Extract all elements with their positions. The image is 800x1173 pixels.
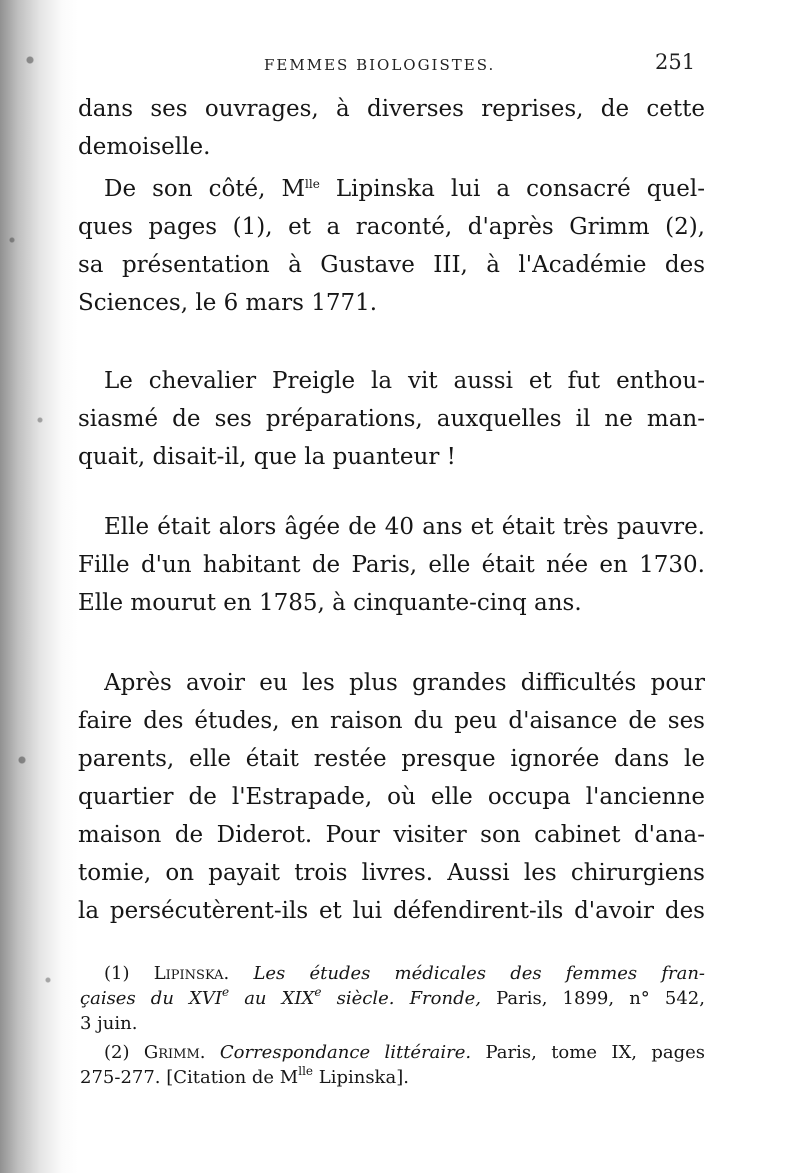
text-line-17: maison de Diderot. Pour visiter son cabinet d'ana- (78, 822, 705, 848)
footnote-2-line-2: 275-277. [Citation de $M^{lle}$ Lipinska]. (80, 1066, 409, 1088)
text-line-16: quartier de l'Estrapade, où elle occupa l'ancienne (78, 784, 705, 810)
footnote-1-line-1: (1) Lipinska. Les études médicales des femmes fran- (104, 963, 705, 984)
text-line-11: Fille d'un habitant de Paris, elle était née en 1730. (78, 552, 705, 578)
text-line-9: quait, disait-il, que la puanteur ! (78, 444, 456, 470)
text-line-4: ques pages (1), et a raconté, d'après Grimm (2), (78, 214, 705, 240)
running-title: FEMMES BIOLOGISTES. (264, 56, 496, 74)
text-line-5: sa présentation à Gustave III, à l'Académie des (78, 252, 705, 278)
text-line-6: Sciences, le 6 mars 1771. (78, 290, 378, 316)
superscript-mlle: lle (305, 177, 320, 191)
text-line-15: parents, elle était restée presque ignorée dans le (78, 746, 705, 772)
text-line-19: la persécutèrent-ils et lui défendirent-ils d'avoir des (78, 898, 705, 924)
text-line-7: Le chevalier Preigle la vit aussi et fut enthou- (104, 368, 705, 394)
text-line-14: faire des études, en raison du peu d'aisance de ses (78, 708, 705, 734)
text-line-13: Après avoir eu les plus grandes difficultés pour (104, 670, 705, 696)
text-line-2: demoiselle. (78, 134, 211, 160)
page-number: 251 (655, 50, 696, 74)
text-line-3: De son côté, $M^{lle}$ Lipinska lui a consacré quel- (104, 176, 705, 202)
footnote-1-line-3: 3 juin. (80, 1013, 138, 1034)
footnote-1-line-2: çaises du XVIe au XIXe siècle. Fronde, Paris, 1899, n° 542, (80, 987, 705, 1009)
text-line-8: siasmé de ses préparations, auxquelles il ne man- (78, 406, 705, 432)
book-binding-shadow (0, 0, 78, 1173)
text-line-18: tomie, on payait trois livres. Aussi les chirurgiens (78, 860, 705, 886)
text-line-12: Elle mourut en 1785, à cinquante-cinq ans. (78, 590, 582, 616)
text-line-1: dans ses ouvrages, à diverses reprises, de cette (78, 96, 705, 122)
footnote-2-line-1: (2) Grimm. Correspondance littéraire. Paris, tome IX, pages (104, 1042, 705, 1063)
text-line-10: Elle était alors âgée de 40 ans et était très pauvre. (104, 514, 705, 540)
